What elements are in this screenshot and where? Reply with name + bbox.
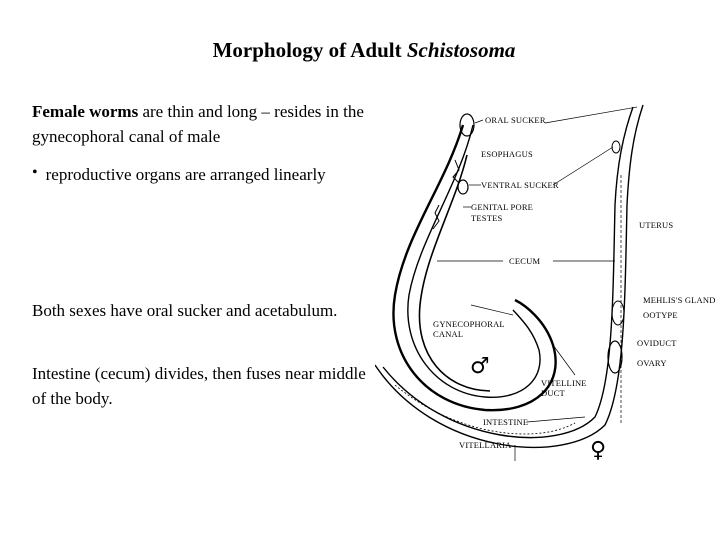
label-gynecophoral-1: GYNECOPHORAL (433, 319, 505, 329)
label-testes: TESTES (471, 213, 503, 223)
female-worms-paragraph (32, 99, 377, 149)
label-ovary: OVARY (637, 358, 667, 368)
label-mehlis-gland: MEHLIS'S GLAND (643, 295, 715, 305)
male-symbol-icon: ♂ (470, 354, 490, 379)
schistosoma-diagram (375, 95, 715, 475)
female-symbol-icon: ♀ (590, 438, 607, 463)
label-oral-sucker: ORAL SUCKER (485, 115, 546, 125)
label-oviduct: OVIDUCT (637, 338, 677, 348)
slide-title (0, 38, 728, 63)
label-vitelline-1: VITELLINE (541, 378, 587, 388)
label-vitelline-2: DUCT (541, 388, 565, 398)
label-genital-pore: GENITAL PORE (471, 202, 534, 212)
title-main: Morphology of Adult (212, 38, 407, 62)
female-worms-bold: Female worms (32, 102, 139, 121)
label-vitellaria: VITELLARIA (459, 440, 512, 450)
reproductive-bullet (32, 162, 377, 188)
label-ventral-sucker: VENTRAL SUCKER (481, 180, 559, 190)
bullet-icon: • (32, 164, 38, 181)
label-uterus: UTERUS (639, 220, 674, 230)
label-gynecophoral-2: CANAL (433, 329, 464, 339)
title-genus: Schistosoma (406, 38, 516, 62)
both-sexes-paragraph: Both sexes have oral sucker and acetabulum. (32, 301, 338, 320)
label-ootype: OOTYPE (643, 310, 678, 320)
female-worms-text: are thin and long – resides in the gynecophoral canal of male (32, 102, 364, 146)
label-esophagus: ESOPHAGUS (481, 149, 533, 159)
label-intestine: INTESTINE (483, 417, 529, 427)
bullet-text: reproductive organs are arranged linearly (45, 165, 326, 184)
label-cecum: CECUM (509, 256, 541, 266)
intestine-paragraph: Intestine (cecum) divides, then fuses near middle of the body. (32, 364, 366, 408)
